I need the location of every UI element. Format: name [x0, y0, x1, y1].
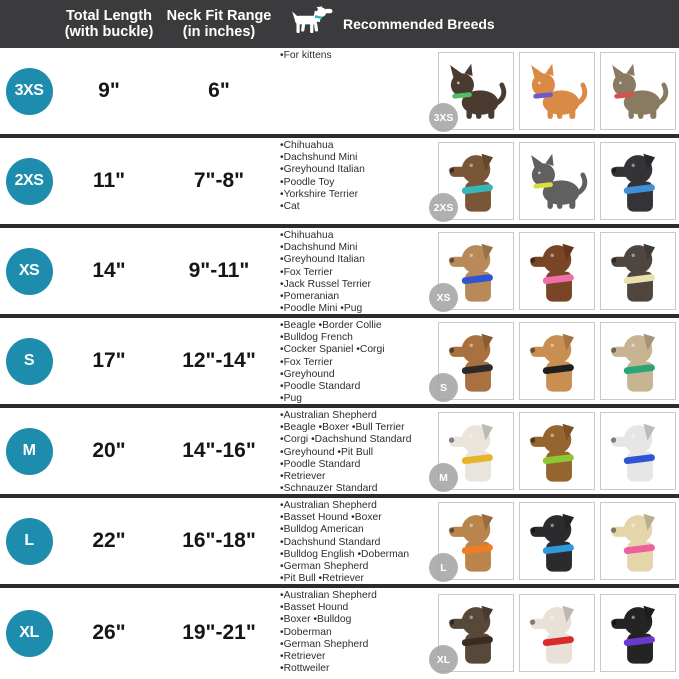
size-row [0, 588, 679, 678]
breed-item: •Retriever [280, 471, 326, 483]
photo-size-badge: 3XS [429, 103, 458, 132]
photo-size-badge: 2XS [429, 193, 458, 222]
breed-item: •Retriever [280, 651, 326, 663]
size-label: 2XS [14, 172, 44, 189]
breed-item: •German Shepherd [280, 638, 369, 650]
breed-item: •Greyhound [280, 368, 335, 380]
breed-item: •Poodle Toy [280, 176, 335, 188]
animal-photo-dog [519, 232, 595, 310]
size-row [0, 138, 679, 228]
breed-item: •Beagle •Border Collie [280, 320, 382, 331]
size-badge [6, 158, 53, 205]
total-length-value: 9" [98, 79, 120, 102]
breed-item: •Poodle Standard [280, 381, 361, 393]
size-label: L [24, 532, 34, 549]
photo-strip [420, 142, 679, 220]
breeds-list [278, 588, 420, 674]
photo-strip [420, 322, 679, 400]
table-header [0, 0, 679, 48]
header-total-length [58, 8, 160, 40]
breed-item: •Cat [280, 201, 300, 213]
breeds-list [278, 138, 420, 224]
photo-strip [420, 412, 679, 490]
breeds-list [278, 408, 420, 494]
size-row [0, 408, 679, 498]
size-row [0, 48, 679, 138]
size-row [0, 228, 679, 318]
breed-item: •Australian Shepherd [280, 590, 377, 601]
size-table-body [0, 48, 679, 678]
animal-photo-dog [433, 142, 514, 220]
breed-item: •Dachshund Standard [280, 536, 381, 548]
breed-item: •German Shepherd [280, 561, 369, 573]
size-label: XS [18, 262, 40, 279]
animal-photo-dog [438, 322, 514, 400]
size-label: S [23, 352, 35, 369]
photo-strip [420, 52, 679, 130]
dog-with-collar-icon [290, 6, 336, 42]
neck-fit-value: 9"-11" [188, 259, 250, 282]
photo-strip [420, 502, 679, 580]
animal-photo-dog [438, 594, 514, 672]
header-neck-fit-line1: Neck Fit Range [166, 8, 272, 24]
breed-item: •Australian Shepherd [280, 410, 377, 421]
total-length-value: 20" [92, 439, 126, 462]
breed-item: •Bulldog American [280, 524, 364, 536]
size-label: XL [19, 624, 39, 641]
photo-size-badge: S [429, 373, 458, 402]
breed-item: •Dachshund Mini [280, 242, 358, 254]
total-length-value: 17" [92, 349, 126, 372]
neck-fit-value: 16"-18" [182, 529, 256, 552]
size-column [0, 68, 58, 115]
header-total-length-line1: Total Length [66, 8, 152, 24]
breeds-list [278, 228, 420, 314]
breed-item: •Basset Hound [280, 602, 349, 614]
size-row [0, 498, 679, 588]
breed-item: •Jack Russel Terrier [280, 278, 371, 290]
breed-item: •Doberman [280, 626, 332, 638]
animal-photo-dog [438, 412, 514, 490]
recommended-breeds-label: Recommended Breeds [343, 16, 495, 32]
breed-item: •Beagle •Boxer •Bull Terrier [280, 422, 405, 434]
size-label: 3XS [14, 82, 44, 99]
breed-item: •Dachshund Mini [280, 152, 358, 164]
animal-photo-dog [600, 594, 676, 672]
breed-item: •Poodle Mini •Pug [280, 303, 363, 314]
breed-item: •Schnauzer Standard [280, 483, 378, 494]
animal-photo-dog [600, 142, 676, 220]
neck-fit-value: 19"-21" [182, 621, 256, 644]
total-length-value: 14" [92, 259, 126, 282]
neck-fit-value: 6" [208, 79, 230, 102]
photo-size-badge: XL [429, 645, 458, 674]
header-total-length-line2: (with buckle) [64, 24, 154, 40]
breed-item: •Australian Shepherd [280, 500, 377, 511]
total-length-value: 11" [92, 169, 126, 192]
neck-fit-value: 7"-8" [193, 169, 245, 192]
animal-photo-cat [519, 142, 595, 220]
size-badge [6, 338, 53, 385]
breed-item: •For kittens [280, 50, 332, 61]
breed-item: •Pit Bull •Retriever [280, 573, 364, 584]
breeds-list [278, 498, 420, 584]
photo-strip [420, 232, 679, 310]
animal-photo-dog [600, 232, 676, 310]
breed-item: •Fox Terrier [280, 266, 333, 278]
breed-item: •Poodle Standard [280, 458, 361, 470]
animal-photo-cat [600, 52, 676, 130]
header-neck-fit-line2: (in inches) [182, 24, 256, 40]
breeds-list [278, 318, 420, 404]
animal-photo-dog [438, 502, 514, 580]
animal-photo-dog [519, 322, 595, 400]
breed-item: •Corgi •Dachshund Standard [280, 434, 412, 446]
breed-item: •Fox Terrier [280, 356, 333, 368]
photo-size-badge: XS [429, 283, 458, 312]
size-badge [6, 68, 53, 115]
animal-photo-dog [600, 322, 676, 400]
animal-photo-dog [600, 502, 676, 580]
photo-size-badge: M [429, 463, 458, 492]
size-badge [6, 248, 53, 295]
size-badge [6, 610, 53, 657]
breed-item: •Chihuahua [280, 140, 334, 151]
breed-item: •Bulldog English •Doberman [280, 548, 410, 560]
total-length-value: 26" [92, 621, 126, 644]
animal-photo-dog [519, 594, 595, 672]
animal-photo-dog [438, 232, 514, 310]
size-row [0, 318, 679, 408]
size-column [0, 428, 58, 475]
size-column [0, 248, 58, 295]
size-badge [6, 518, 53, 565]
size-badge [6, 428, 53, 475]
breed-item: •Bulldog French [280, 332, 353, 344]
size-column [0, 338, 58, 385]
neck-fit-value: 14"-16" [182, 439, 256, 462]
size-label: M [22, 442, 36, 459]
neck-fit-value: 12"-14" [182, 349, 256, 372]
breed-item: •Pomeranian [280, 291, 340, 303]
animal-photo-dog [519, 502, 595, 580]
animal-photo-dog [519, 412, 595, 490]
breed-item: •Pug [280, 393, 302, 404]
breed-item: •Greyhound Italian [280, 164, 365, 176]
breed-item: •Rottweiler [280, 663, 330, 674]
photo-strip [420, 594, 679, 672]
header-recommended-breeds [278, 6, 679, 42]
total-length-value: 22" [92, 529, 126, 552]
animal-photo-cat [519, 52, 595, 130]
breed-item: •Greyhound Italian [280, 254, 365, 266]
breed-item: •Yorkshire Terrier [280, 188, 359, 200]
photo-size-badge: L [429, 553, 458, 582]
breeds-list [278, 48, 420, 134]
size-column [0, 610, 58, 657]
breed-item: •Greyhound •Pit Bull [280, 446, 374, 458]
breed-item: •Cocker Spaniel •Corgi [280, 344, 385, 356]
size-column [0, 518, 58, 565]
header-neck-fit [160, 8, 278, 40]
animal-photo-dog [600, 412, 676, 490]
breed-item: •Chihuahua [280, 230, 334, 241]
breed-item: •Boxer •Bulldog [280, 614, 352, 626]
size-column [0, 158, 58, 205]
animal-photo-cat [433, 52, 514, 130]
breed-item: •Basset Hound •Boxer [280, 512, 382, 524]
